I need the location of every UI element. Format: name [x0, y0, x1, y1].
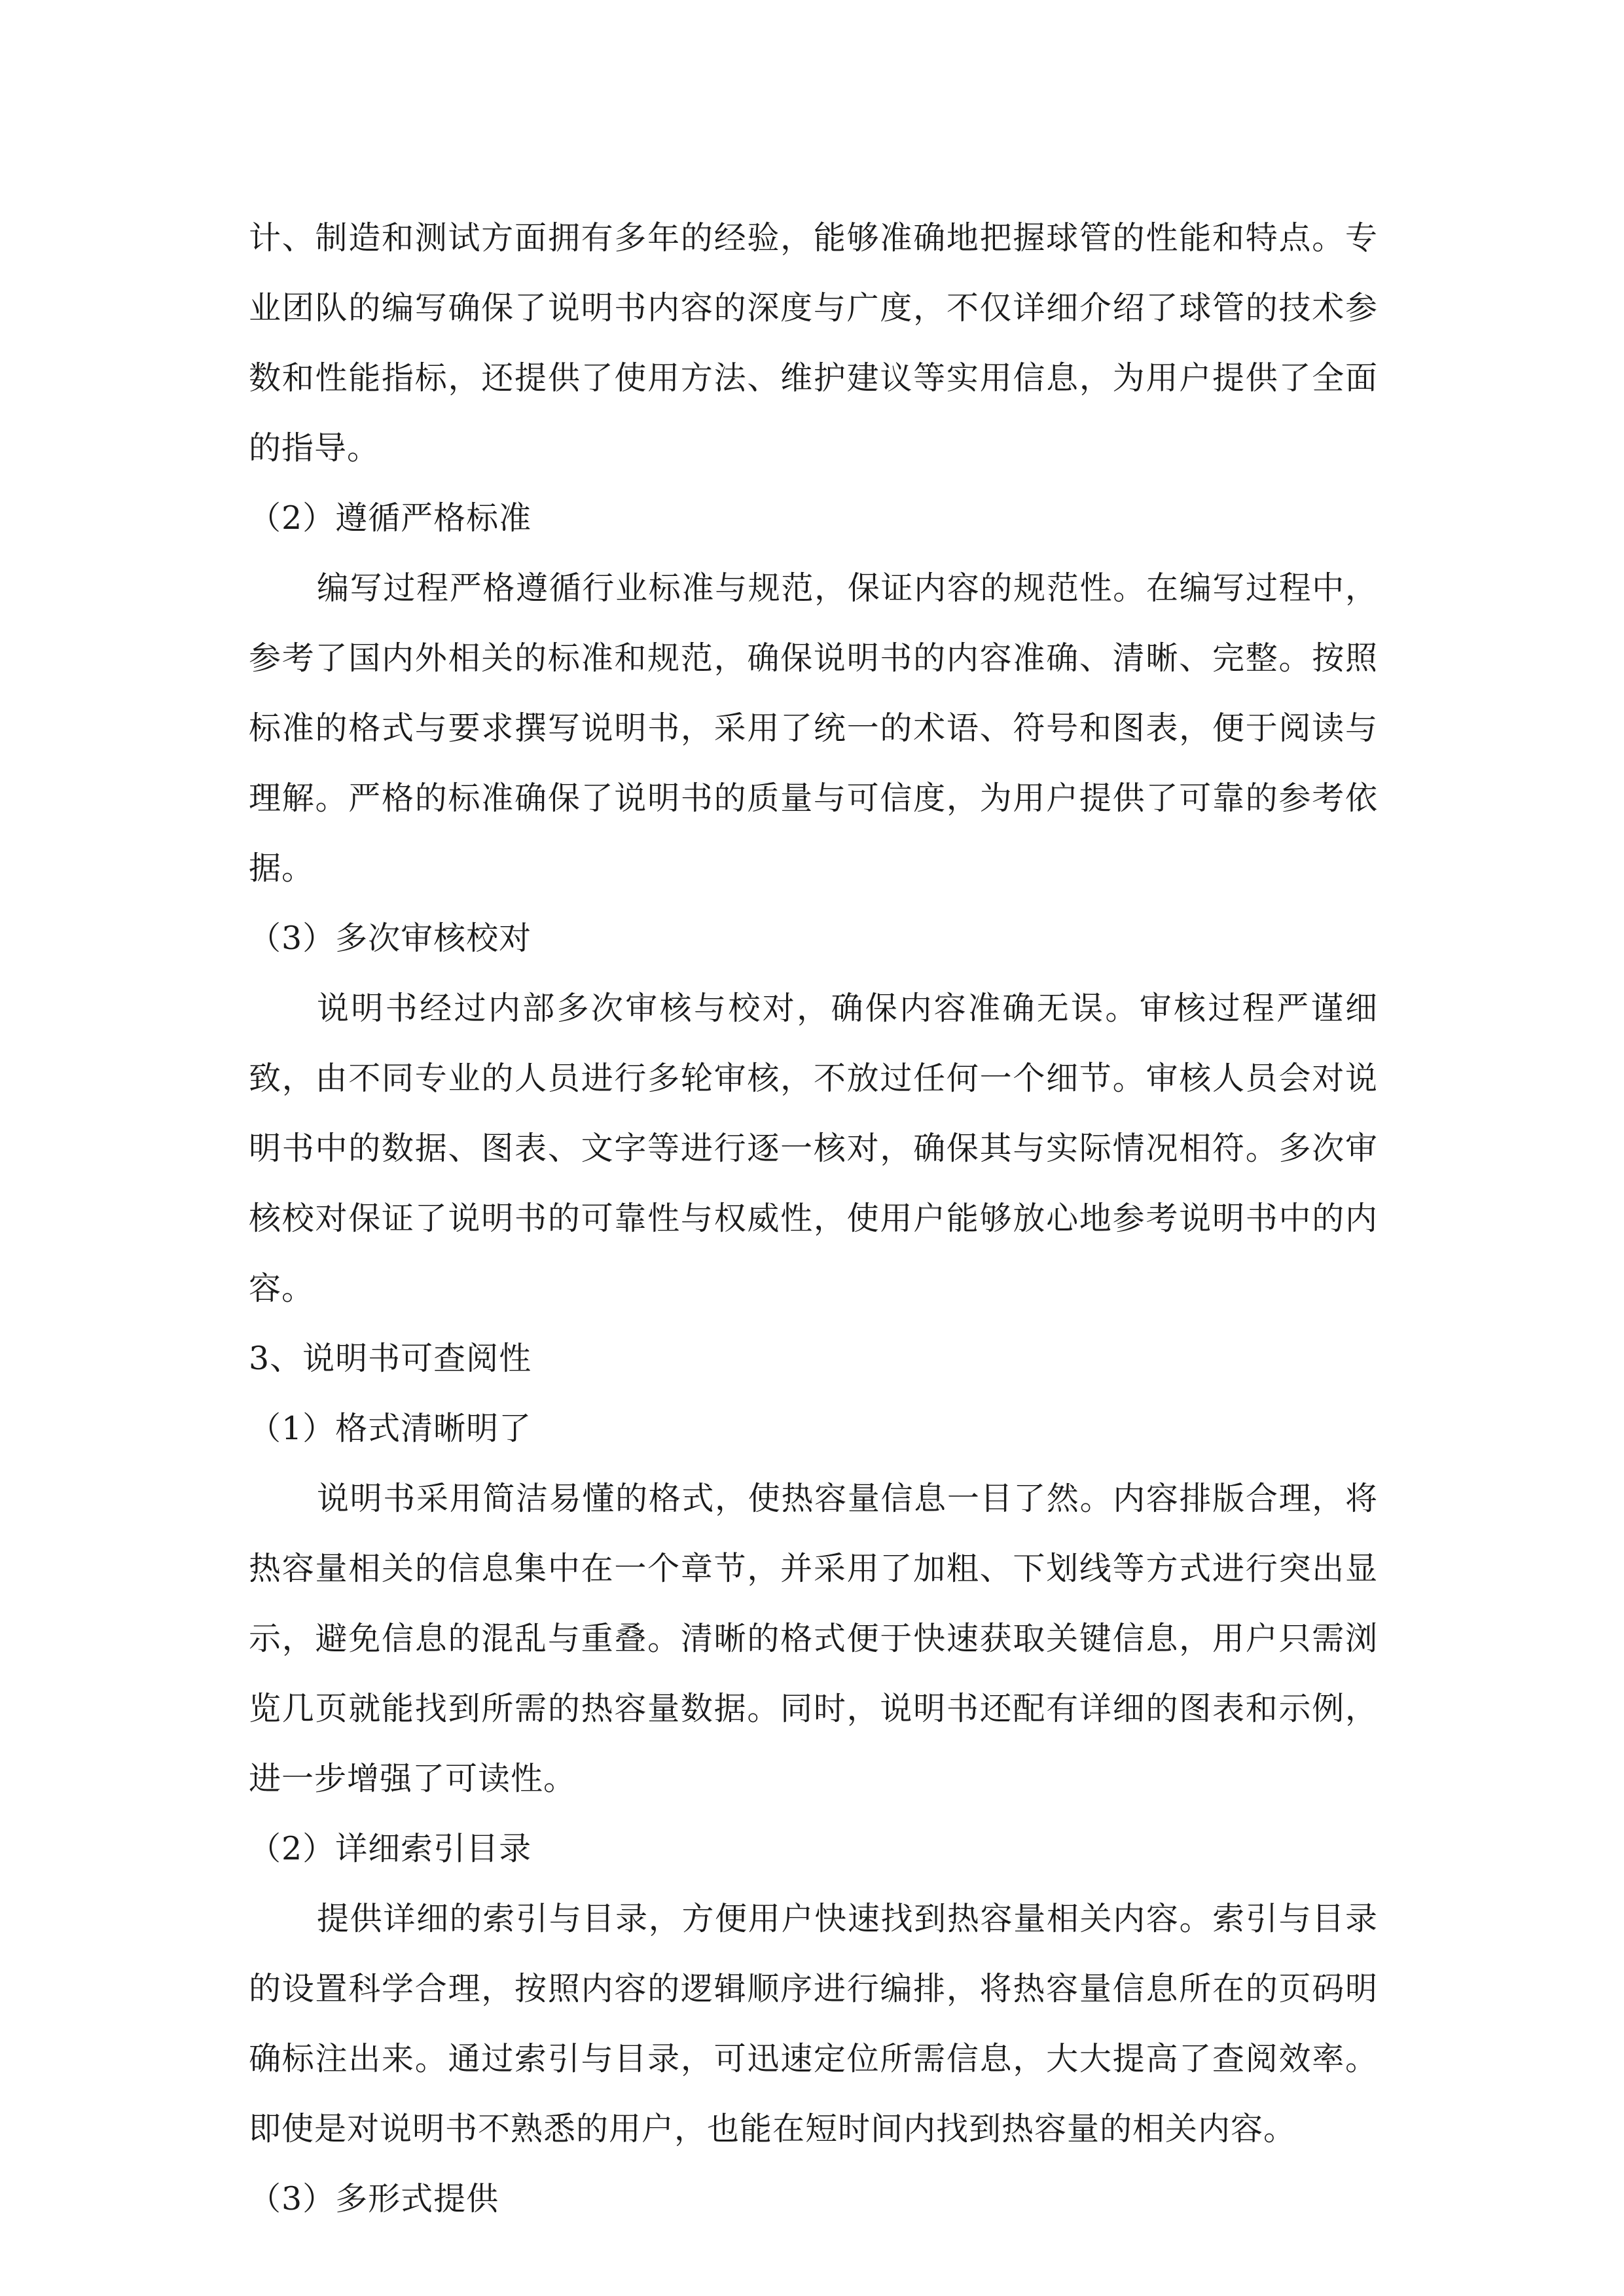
document-body [249, 203, 1378, 2234]
subheading-multiple-reviews: （3）多次审核校对 [249, 920, 532, 957]
paragraph-format: 说明书采用简洁易懂的格式，使热容量信息一目了然。内容排版合理，将热容量相关的信息集中在一个章节，并采用了加粗、下划线等方式进行突出显示，避免信息的混乱与重叠。清晰的格式便于快速获取关键信息，用户只需浏览几页就能找到所需的热容量数据。同时，说明书还配有详细的图表和示例，进一步增强了可读性。 [249, 1480, 1378, 1797]
subheading-multi-format: （3）多形式提供 [249, 2180, 499, 2217]
paragraph-continued: 计、制造和测试方面拥有多年的经验，能够准确地把握球管的性能和特点。专业团队的编写确保了说明书内容的深度与广度，不仅详细介绍了球管的技术参数和性能指标，还提供了使用方法、维护建议等实用信息，为用户提供了全面的指导。 [249, 219, 1378, 467]
subheading-index: （2）详细索引目录 [249, 1830, 532, 1867]
paragraph-index: 提供详细的索引与目录，方便用户快速找到热容量相关内容。索引与目录的设置科学合理，按照内容的逻辑顺序进行编排，将热容量信息所在的页码明确标注出来。通过索引与目录，可迅速定位所需信息，大大提高了查阅效率。即使是对说明书不熟悉的用户，也能在短时间内找到热容量的相关内容。 [249, 1900, 1378, 2147]
subheading-follow-standards: （2）遵循严格标准 [249, 499, 532, 537]
paragraph-standards: 编写过程严格遵循行业标准与规范，保证内容的规范性。在编写过程中，参考了国内外相关的标准和规范，确保说明书的内容准确、清晰、完整。按照标准的格式与要求撰写说明书，采用了统一的术语、符号和图表，便于阅读与理解。严格的标准确保了说明书的质量与可信度，为用户提供了可靠的参考依据。 [249, 569, 1378, 887]
paragraph-reviews: 说明书经过内部多次审核与校对，确保内容准确无误。审核过程严谨细致，由不同专业的人员进行多轮审核，不放过任何一个细节。审核人员会对说明书中的数据、图表、文字等进行逐一核对，确保其与实际情况相符。多次审核校对保证了说明书的可靠性与权威性，使用户能够放心地参考说明书中的内容。 [249, 990, 1378, 1307]
subheading-clear-format: （1）格式清晰明了 [249, 1410, 532, 1447]
section-heading-readability: 3、说明书可查阅性 [249, 1340, 532, 1377]
